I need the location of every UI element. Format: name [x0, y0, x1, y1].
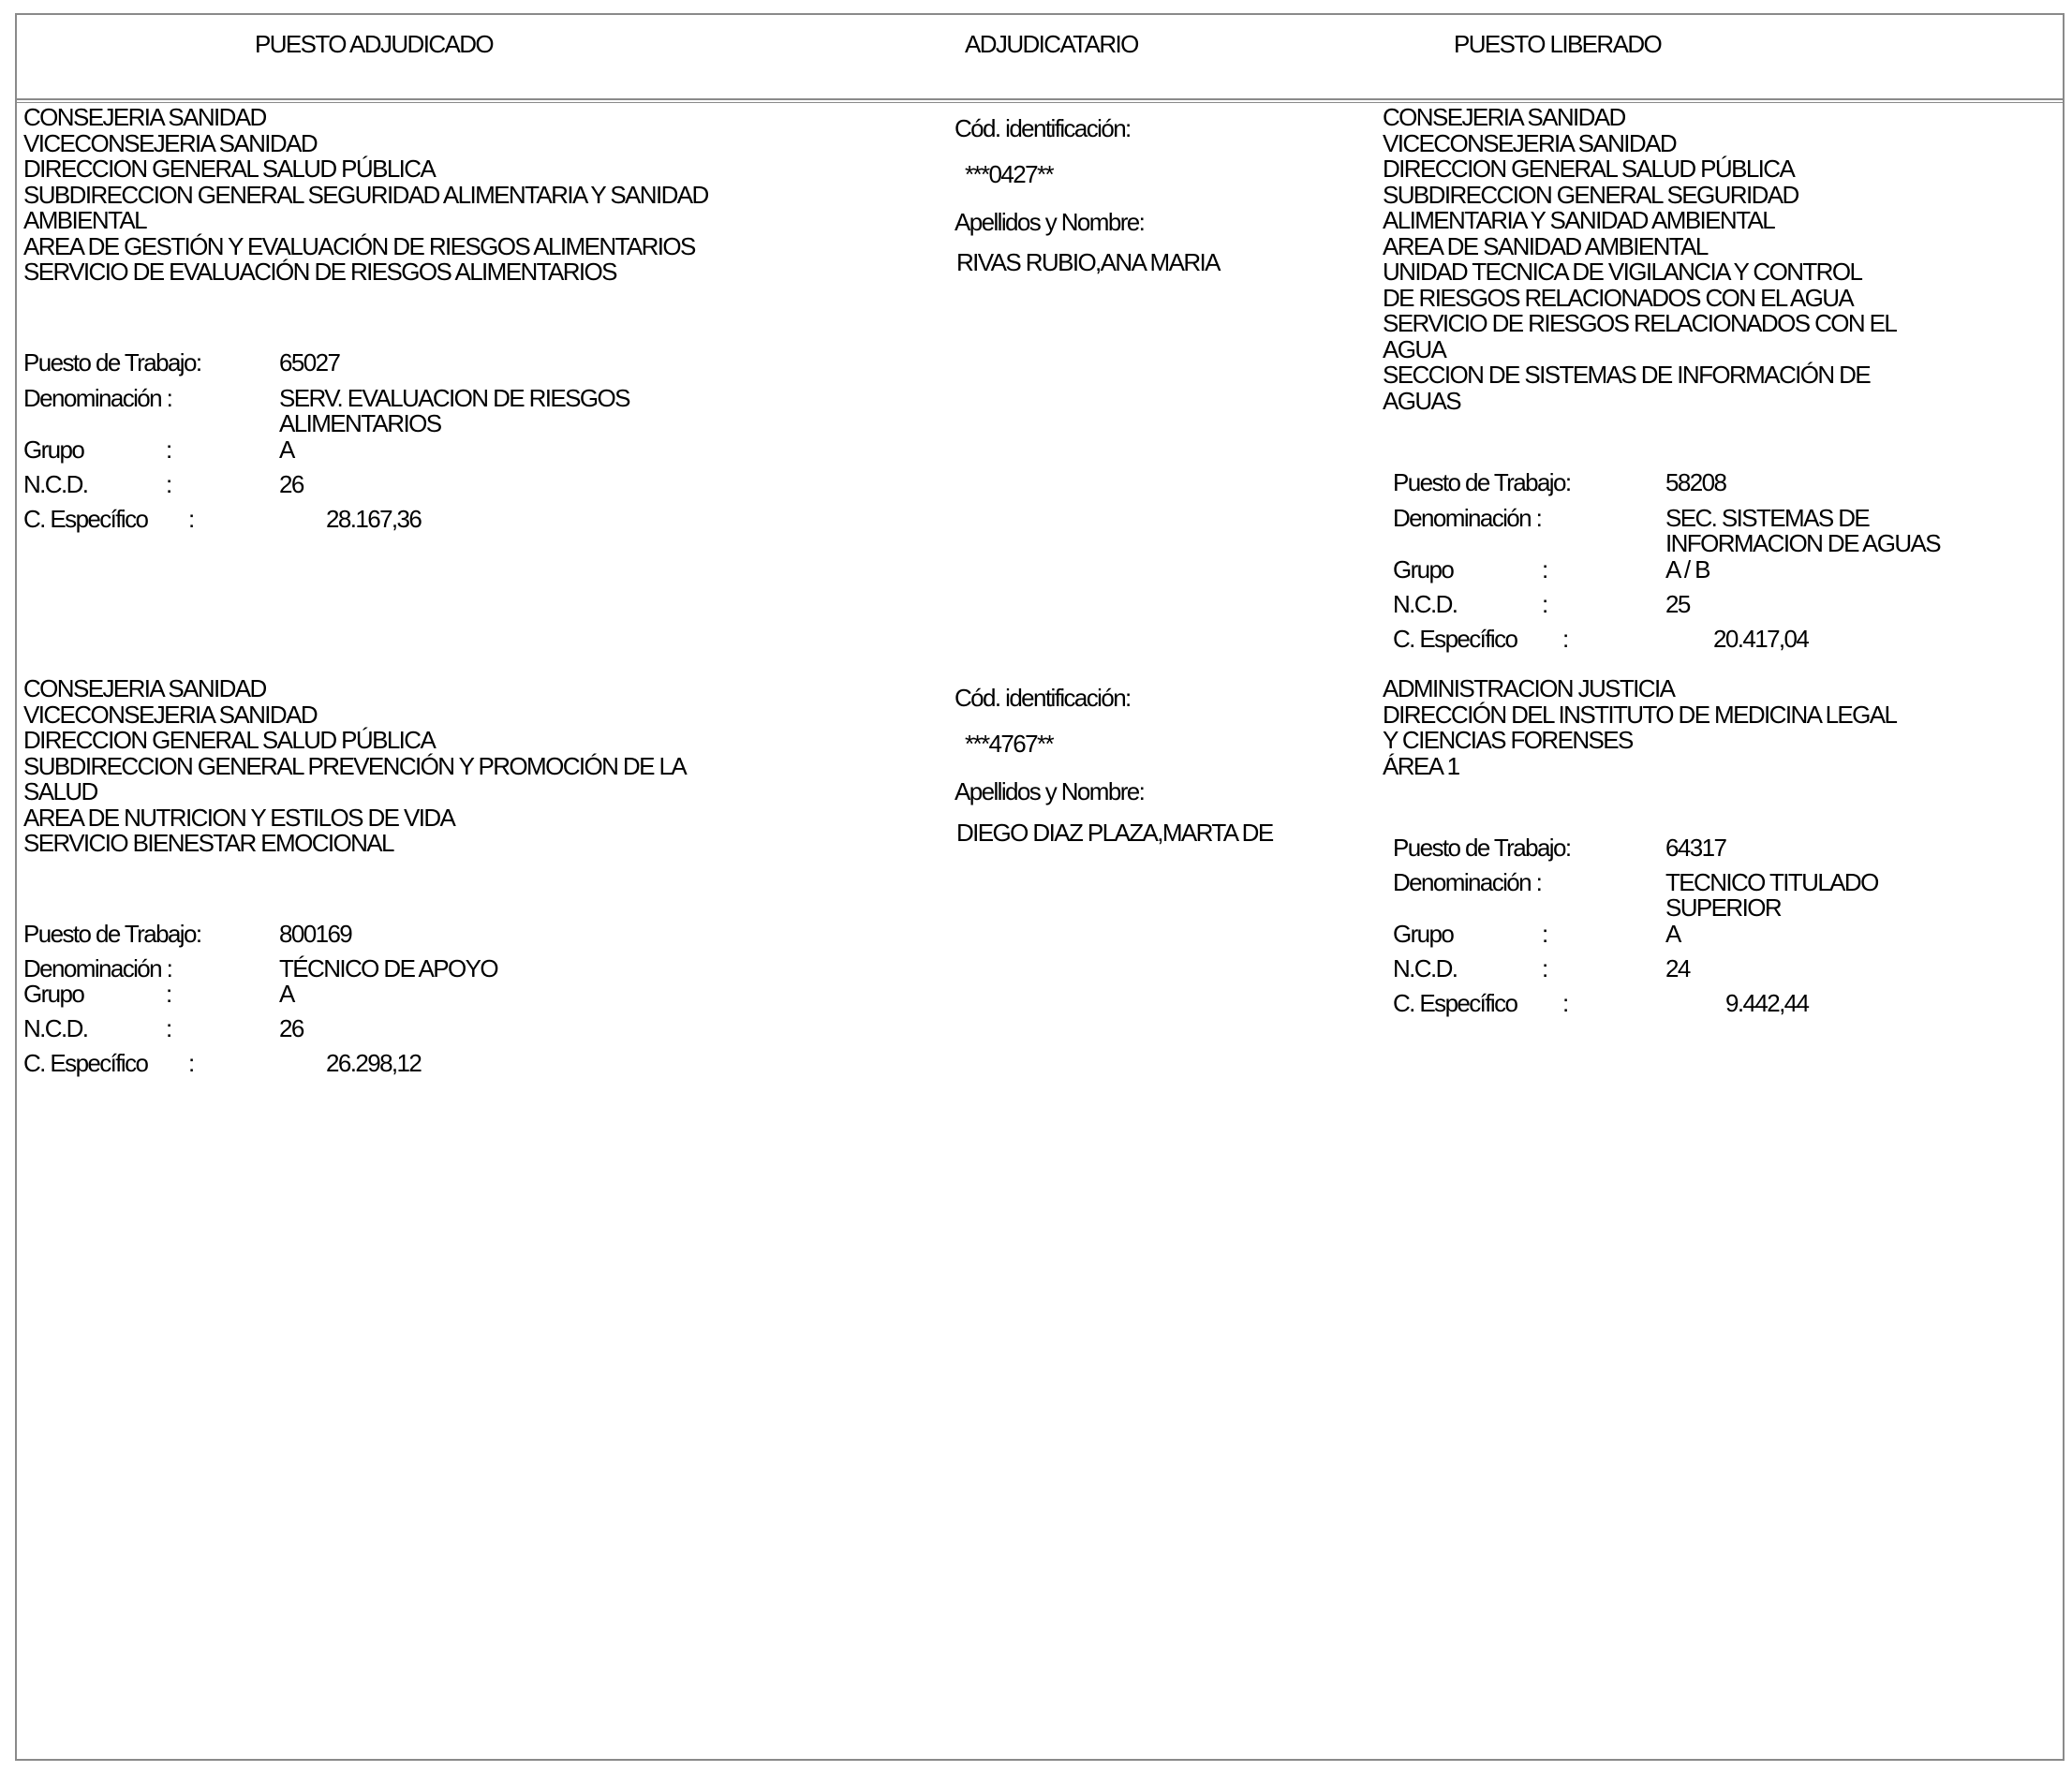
row1-puesto-label: Puesto de Trabajo:: [23, 348, 201, 377]
header-adjudicatario: ADJUDICATARIO: [965, 30, 1138, 58]
row2-puesto-label: Puesto de Trabajo:: [23, 920, 201, 948]
org-line: SUBDIRECCION GENERAL PREVENCIÓN Y PROMOCIÓN DE LA: [23, 751, 687, 780]
row1-cesp-colon: :: [188, 505, 194, 533]
row1-ncd-label: N.C.D.: [23, 470, 88, 498]
row2-puesto-value: 800169: [279, 920, 352, 948]
org-line: UNIDAD TECNICA DE VIGILANCIA Y CONTROL: [1383, 258, 1862, 286]
row2-lib-puesto-label: Puesto de Trabajo:: [1393, 834, 1571, 862]
row1-lib-ncd-label: N.C.D.: [1393, 590, 1458, 618]
denominacion-line: SUPERIOR: [1665, 893, 1782, 922]
row2-grupo-label: Grupo: [23, 980, 84, 1008]
row2-grupo-colon: :: [166, 980, 171, 1008]
row1-lib-denominacion-label: Denominación :: [1393, 504, 1542, 532]
org-line: DIRECCION GENERAL SALUD PÚBLICA: [1383, 155, 1795, 183]
row2-lib-ncd-colon: :: [1542, 954, 1547, 982]
org-line: Y CIENCIAS FORENSES: [1383, 726, 1633, 754]
row2-denominacion-label: Denominación :: [23, 954, 172, 982]
row2-cod-value: ***4767**: [965, 730, 1054, 758]
row2-ncd-label: N.C.D.: [23, 1014, 88, 1042]
org-line: DE RIESGOS RELACIONADOS CON EL AGUA: [1383, 283, 1854, 312]
row1-grupo-value: A: [279, 436, 294, 464]
org-line: SUBDIRECCION GENERAL SEGURIDAD: [1383, 180, 1798, 209]
row1-lib-puesto-label: Puesto de Trabajo:: [1393, 468, 1571, 496]
header-divider: [15, 98, 2065, 103]
row2-lib-ncd-label: N.C.D.: [1393, 954, 1458, 982]
row2-lib-grupo-value: A: [1665, 920, 1680, 948]
org-line: VICECONSEJERIA SANIDAD: [1383, 128, 1676, 157]
org-line: SERVICIO DE EVALUACIÓN DE RIESGOS ALIMENTARIOS: [23, 258, 616, 286]
row2-lib-puesto-value: 64317: [1665, 834, 1726, 862]
row1-grupo-colon: :: [166, 436, 171, 464]
row1-ncd-value: 26: [279, 470, 303, 498]
header-puesto-liberado: PUESTO LIBERADO: [1454, 30, 1662, 58]
org-line: ADMINISTRACION JUSTICIA: [1383, 674, 1675, 702]
row1-ncd-colon: :: [166, 470, 171, 498]
org-line: SERVICIO DE RIESGOS RELACIONADOS CON EL: [1383, 309, 1897, 337]
row1-lib-denominacion-value: [1665, 506, 1940, 556]
row2-cesp-value: 26.298,12: [326, 1049, 422, 1077]
row1-lib-cesp-value: 20.417,04: [1713, 625, 1809, 653]
row1-cod-value: ***0427**: [965, 160, 1054, 188]
org-line: AREA DE GESTIÓN Y EVALUACIÓN DE RIESGOS ALIMENTARIOS: [23, 231, 695, 260]
row1-nombre-value: RIVAS RUBIO,ANA MARIA: [956, 248, 1220, 276]
org-line: SECCION DE SISTEMAS DE INFORMACIÓN DE: [1383, 361, 1871, 389]
denominacion-line: TÉCNICO DE APOYO: [279, 954, 498, 982]
row2-nombre-label: Apellidos y Nombre:: [955, 777, 1145, 805]
denominacion-line: SEC. SISTEMAS DE: [1665, 504, 1870, 532]
org-line: AREA DE SANIDAD AMBIENTAL: [1383, 231, 1708, 260]
row1-lib-cesp-label: C. Específico: [1393, 625, 1517, 653]
row1-lib-grupo-colon: :: [1542, 555, 1547, 583]
header-puesto-adjudicado: PUESTO ADJUDICADO: [255, 30, 494, 58]
row2-lib-denominacion-value: [1665, 870, 1878, 921]
org-line: CONSEJERIA SANIDAD: [23, 103, 266, 131]
row1-lib-grupo-value: A / B: [1665, 555, 1709, 583]
row2-lib-cesp-colon: :: [1562, 989, 1568, 1017]
row1-adjudicado-org: [23, 105, 708, 286]
row2-adjudicado-org: [23, 676, 686, 857]
org-line: AREA DE NUTRICION Y ESTILOS DE VIDA: [23, 803, 455, 832]
row1-nombre-label: Apellidos y Nombre:: [955, 208, 1145, 236]
row1-grupo-label: Grupo: [23, 436, 84, 464]
row1-denominacion-value: [279, 386, 629, 436]
org-line: AMBIENTAL: [23, 206, 147, 234]
row1-liberado-org: [1383, 105, 1896, 414]
row2-cesp-label: C. Específico: [23, 1049, 148, 1077]
org-line: DIRECCIÓN DEL INSTITUTO DE MEDICINA LEGAL: [1383, 700, 1897, 729]
org-line: SUBDIRECCION GENERAL SEGURIDAD ALIMENTARIA Y SANIDAD: [23, 180, 708, 209]
row2-nombre-value: DIEGO DIAZ PLAZA,MARTA DE: [956, 819, 1273, 847]
row2-ncd-value: 26: [279, 1014, 303, 1042]
row2-lib-cesp-value: 9.442,44: [1725, 989, 1809, 1017]
denominacion-line: SERV. EVALUACION DE RIESGOS: [279, 384, 629, 412]
denominacion-line: TECNICO TITULADO: [1665, 868, 1878, 896]
row2-cesp-colon: :: [188, 1049, 194, 1077]
row1-denominacion-label: Denominación :: [23, 384, 172, 412]
denominacion-line: ALIMENTARIOS: [279, 409, 441, 437]
row2-lib-ncd-value: 24: [1665, 954, 1690, 982]
row2-ncd-colon: :: [166, 1014, 171, 1042]
org-line: ÁREA 1: [1383, 751, 1459, 780]
org-line: DIRECCION GENERAL SALUD PÚBLICA: [23, 155, 436, 183]
row1-lib-cesp-colon: :: [1562, 625, 1568, 653]
org-line: ALIMENTARIA Y SANIDAD AMBIENTAL: [1383, 206, 1775, 234]
org-line: CONSEJERIA SANIDAD: [1383, 103, 1625, 131]
row2-lib-grupo-colon: :: [1542, 920, 1547, 948]
row1-puesto-value: 65027: [279, 348, 340, 377]
org-line: AGUA: [1383, 334, 1446, 363]
row1-lib-puesto-value: 58208: [1665, 468, 1726, 496]
row2-lib-cesp-label: C. Específico: [1393, 989, 1517, 1017]
row1-cesp-value: 28.167,36: [326, 505, 422, 533]
row2-cod-label: Cód. identificación:: [955, 684, 1131, 712]
row1-cod-label: Cód. identificación:: [955, 114, 1131, 142]
org-line: SALUD: [23, 777, 97, 805]
row2-liberado-org: [1383, 676, 1896, 779]
row1-cesp-label: C. Específico: [23, 505, 148, 533]
row1-lib-grupo-label: Grupo: [1393, 555, 1454, 583]
denominacion-line: INFORMACION DE AGUAS: [1665, 529, 1941, 557]
org-line: DIRECCION GENERAL SALUD PÚBLICA: [23, 726, 436, 754]
org-line: AGUAS: [1383, 386, 1461, 415]
row1-lib-ncd-colon: :: [1542, 590, 1547, 618]
row2-lib-denominacion-label: Denominación :: [1393, 868, 1542, 896]
org-line: VICECONSEJERIA SANIDAD: [23, 128, 317, 157]
org-line: SERVICIO BIENESTAR EMOCIONAL: [23, 829, 393, 857]
org-line: CONSEJERIA SANIDAD: [23, 674, 266, 702]
row2-lib-grupo-label: Grupo: [1393, 920, 1454, 948]
row1-lib-ncd-value: 25: [1665, 590, 1690, 618]
row2-denominacion-value: [279, 956, 497, 982]
org-line: VICECONSEJERIA SANIDAD: [23, 700, 317, 729]
row2-grupo-value: A: [279, 980, 294, 1008]
